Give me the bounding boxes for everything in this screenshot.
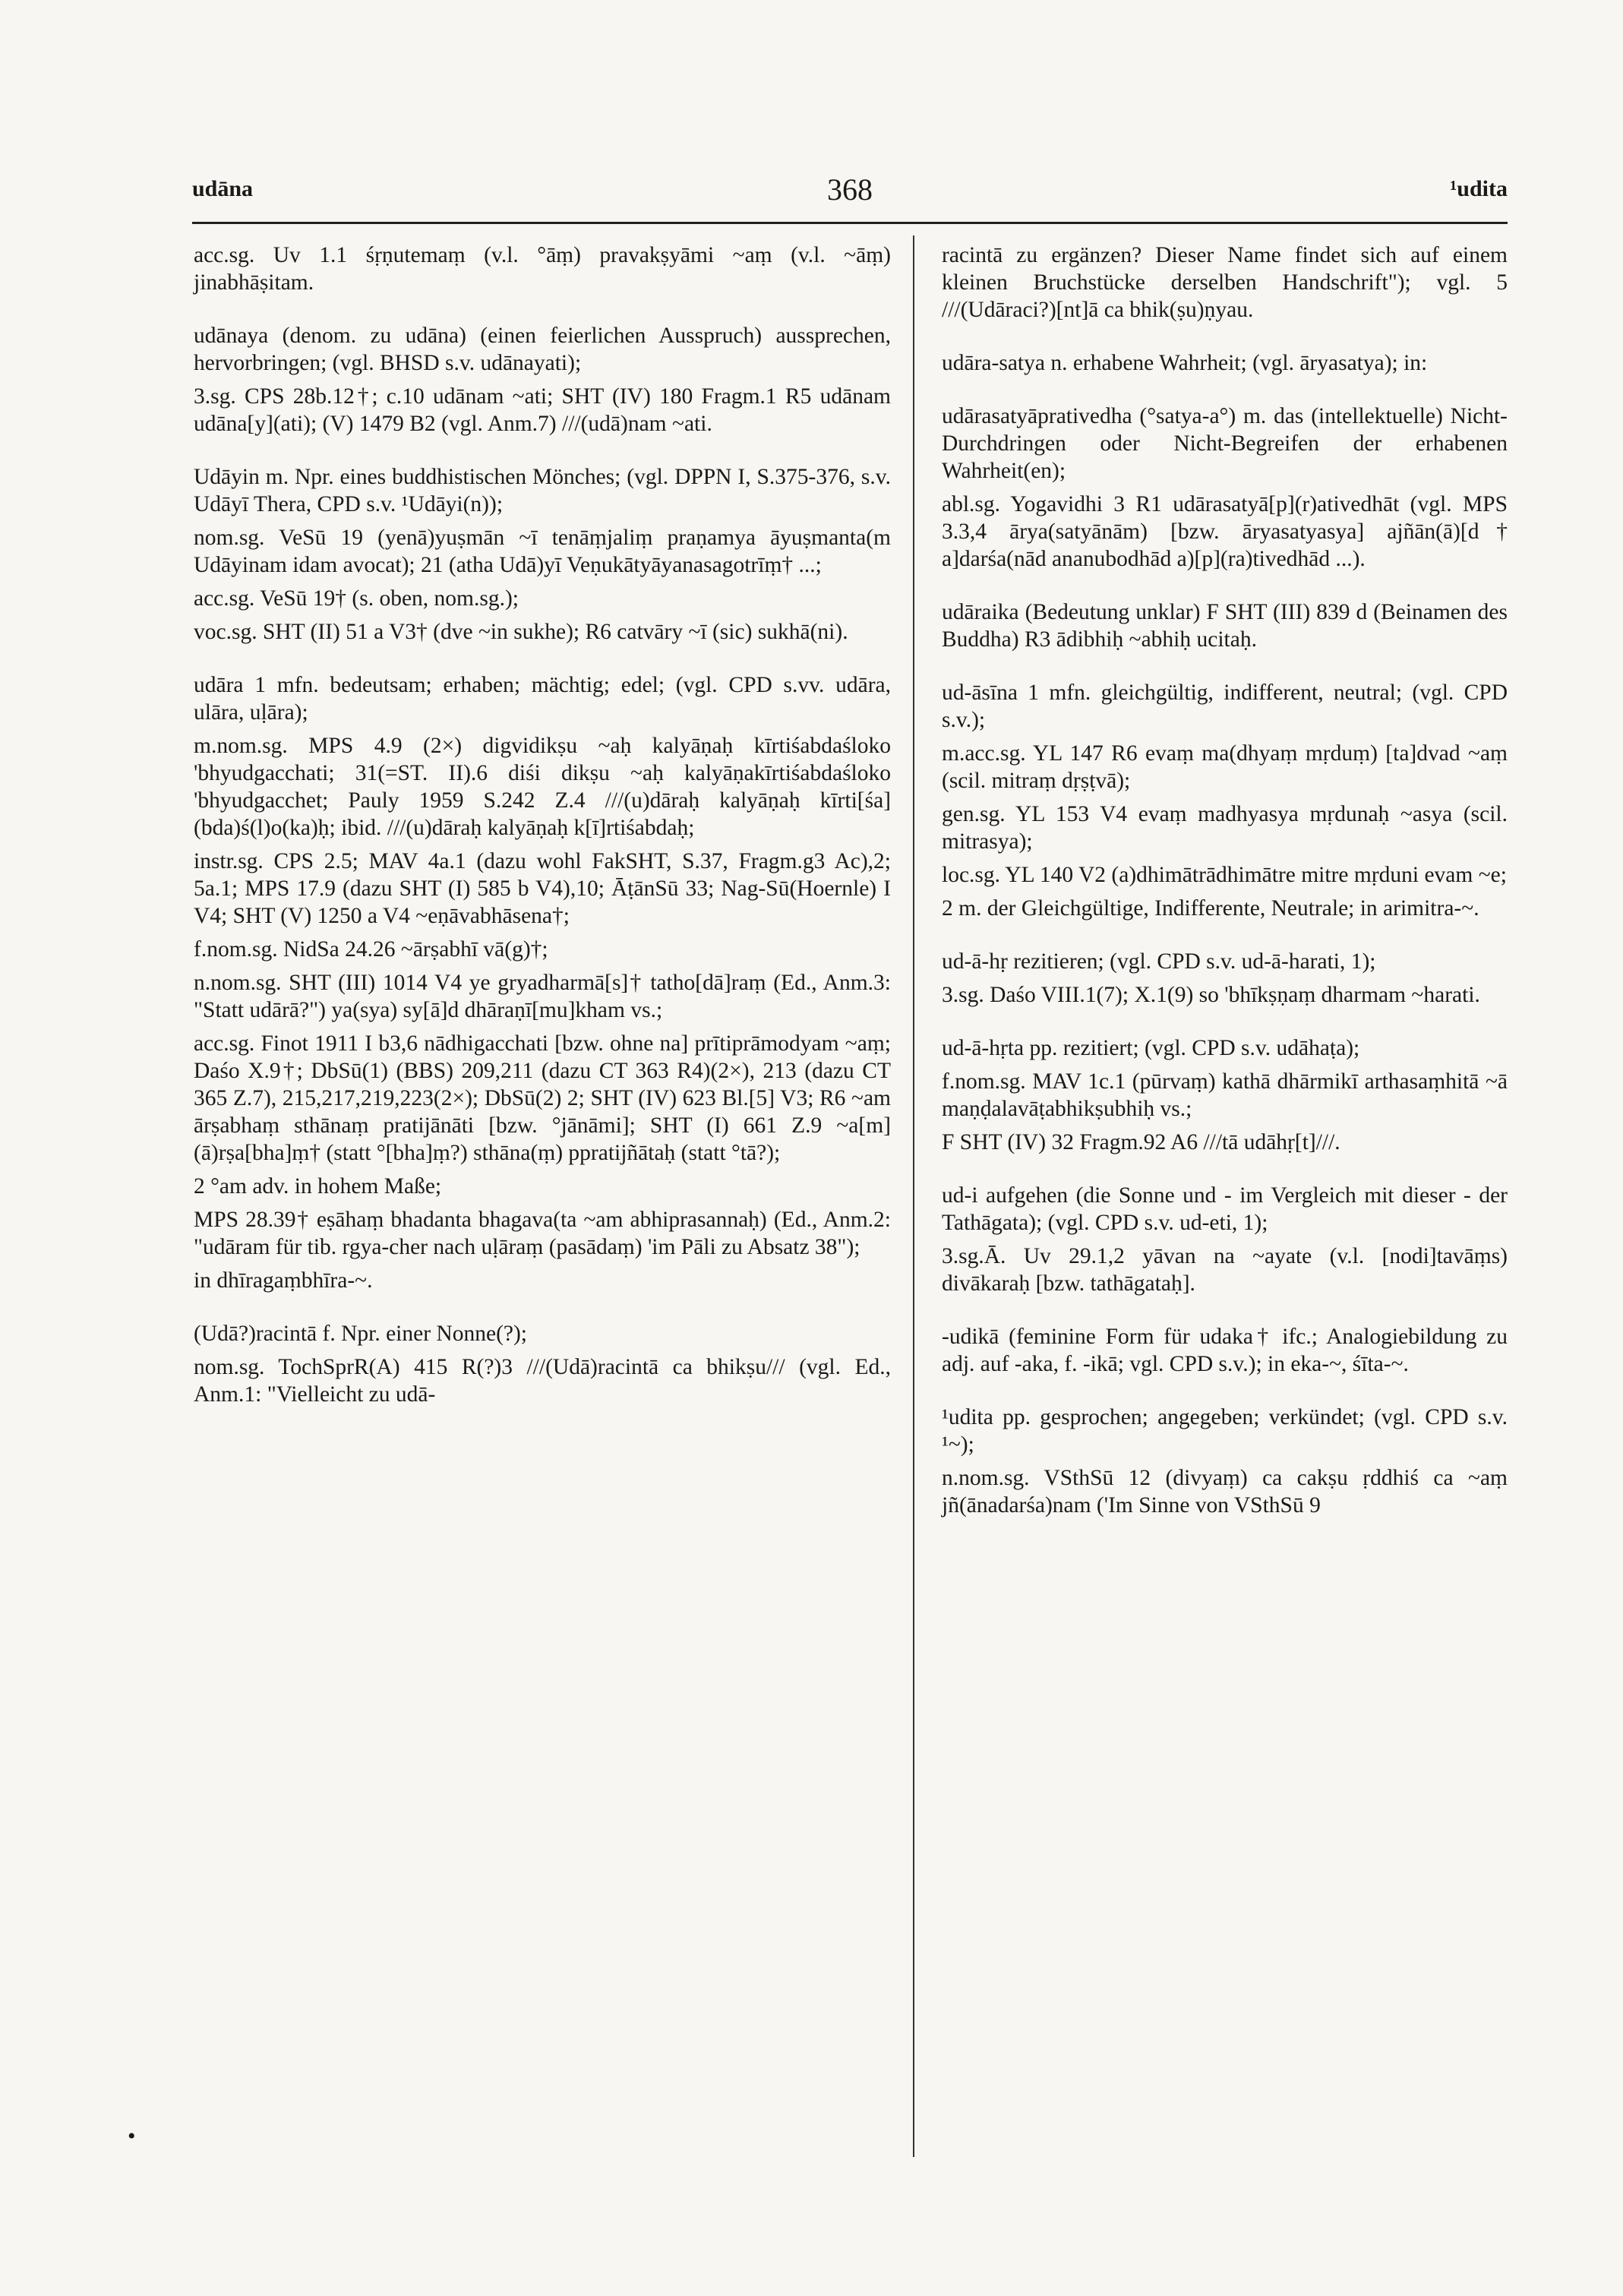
entry-line: acc.sg. Finot 1911 I b3,6 nādhigacchati [bzw. ohne na] prītiprāmodyam ~aṃ; Daśo X.9†; DbSū(1) (BBS) 209,211 (dazu CT 363 R4)(2×), 213 (dazu CT 365 Z.7), 215,217,219,223(2×); DbSū(2) 2; SHT (IV) 623 Bl.[5] V3; R6 ~am ārṣabhaṃ sthānaṃ pratijānāti [bzw. °jānāmi]; SHT (I) 661 Z.9 ~a[m] (ā)rṣa[bha]ṃ† (statt °[bha]ṃ?) sthāna(ṃ) ppratijñātaḥ (statt °tā?); — [194, 1031, 891, 1165]
entry-line: (Udā?)racintā f. Npr. einer Nonne(?); — [194, 1322, 527, 1346]
entry-line: loc.sg. YL 140 V2 (a)dhimātrādhimātre mitre mṛduni evam ~e; — [942, 863, 1507, 887]
entry-line: nom.sg. TochSprR(A) 415 R(?)3 ///(Udā)racintā ca bhikṣu/// (vgl. Ed., Anm.1: "Vielleicht zu udā- — [194, 1355, 891, 1407]
entry-line: m.acc.sg. YL 147 R6 evaṃ ma(dhyaṃ mṛduṃ) [ta]dvad ~aṃ (scil. mitraṃ dṛṣṭvā); — [942, 741, 1508, 793]
entry-line: n.nom.sg. VSthSū 12 (divyaṃ) ca cakṣu ṛddhiś ca ~aṃ jñ(ānadarśa)nam ('Im Sinne von VSthSū 9 — [942, 1466, 1508, 1518]
entry-line: 2 °am adv. in hohem Maße; — [194, 1174, 442, 1199]
entry-line: udāra-satya n. erhabene Wahrheit; (vgl. āryasatya); in: — [942, 351, 1428, 375]
header-rule — [192, 222, 1508, 224]
entry-line: ud-ā-hṛ rezitieren; (vgl. CPD s.v. ud-ā-harati, 1); — [942, 949, 1376, 974]
entry-line: acc.sg. VeSū 19† (s. oben, nom.sg.); — [194, 586, 519, 611]
entry-line: f.nom.sg. NidSa 24.26 ~ārṣabhī vā(g)†; — [194, 937, 548, 962]
margin-mark: • — [128, 2124, 136, 2149]
entry-line: udārasatyāprativedha (°satya-a°) m. das (intellektuelle) Nicht-Durchdringen oder Nicht-Begreifen der erhabenen Wahrheit(en); — [942, 404, 1508, 483]
entry-line: gen.sg. YL 153 V4 evaṃ madhyasya mṛdunaḥ ~asya (scil. mitrasya); — [942, 802, 1508, 854]
entry-line: ud-ā-hṛta pp. rezitiert; (vgl. CPD s.v. udāhaṭa); — [942, 1036, 1360, 1060]
entry-line: in dhīragaṃbhīra-~. — [194, 1268, 373, 1293]
entry-line: ud-i aufgehen (die Sonne und - im Vergleich mit dieser - der Tathāgata); (vgl. CPD s.v. ud-eti, 1); — [942, 1183, 1508, 1235]
entry-line: voc.sg. SHT (II) 51 a V3† (dve ~in sukhe); R6 catvāry ~ī (sic) sukhā(ni). — [194, 620, 848, 644]
header-right-word: ¹udita — [1450, 176, 1508, 201]
entry-line: ud-āsīna 1 mfn. gleichgültig, indifferent, neutral; (vgl. CPD s.v.); — [942, 681, 1508, 732]
entry-line: acc.sg. Uv 1.1 śṛṇutemaṃ (v.l. °āṃ) pravakṣyāmi ~aṃ (v.l. ~āṃ) jinabhāṣitam. — [194, 243, 891, 295]
entry-line: -udikā (feminine Form für udaka† ifc.; Analogiebildung zu adj. auf -aka, f. -ikā; vgl. CPD s.v.); in eka-~, śīta-~. — [942, 1325, 1508, 1376]
running-header — [192, 172, 1508, 222]
entry-line: n.nom.sg. SHT (III) 1014 V4 ye gryadharmā[s]† tatho[dā]raṃ (Ed., Anm.3: "Statt udārā?") ya(sya) sy[ā]d dhāraṇī[mu]kham vs.; — [194, 971, 891, 1022]
column-divider — [913, 235, 914, 2157]
entry-line: udāra 1 mfn. bedeutsam; erhaben; mächtig; edel; (vgl. CPD s.vv. udāra, ulāra, uḷāra); — [194, 673, 891, 725]
header-left-word: udāna — [192, 176, 254, 201]
entry-line: 3.sg. Daśo VIII.1(7); X.1(9) so 'bhīkṣṇaṃ dharmam ~harati. — [942, 983, 1480, 1007]
entry-line: f.nom.sg. MAV 1c.1 (pūrvaṃ) kathā dhārmikī arthasaṃhitā ~ā maṇḍalavāṭabhikṣubhiḥ vs.; — [942, 1069, 1508, 1121]
entry-line: racintā zu ergänzen? Dieser Name findet sich auf einem kleinen Bruchstücke derselben Handschrift"); vgl. 5 ///(Udāraci?)[nt]ā ca bhik(ṣu)ṇyau. — [942, 243, 1508, 322]
entry-line: F SHT (IV) 32 Fragm.92 A6 ///tā udāhṛ[t]///. — [942, 1130, 1340, 1154]
left-column — [194, 242, 891, 1408]
entry-line: m.nom.sg. MPS 4.9 (2×) digvidikṣu ~aḥ kalyāṇaḥ kīrtiśabdaśloko 'bhyudgacchati; 31(=ST. II).6 diśi dikṣu ~aḥ kalyāṇakīrtiśabdaśloko 'bhyudgacchet; Pauly 1959 S.242 Z.4 ///(u)dāraḥ kalyāṇaḥ kīrti[śa](bda)ś(l)o(ka)ḥ; ibid. ///(u)dāraḥ kalyāṇaḥ k[ī]rtiśabdaḥ; — [194, 734, 891, 840]
entry-line: 3.sg.Ā. Uv 29.1,2 yāvan na ~ayate (v.l. [nodi]tavāṃs) divākaraḥ [bzw. tathāgataḥ]. — [942, 1244, 1508, 1296]
entry-line: udāraika (Bedeutung unklar) F SHT (III) 839 d (Beinamen des Buddha) R3 ādibhiḥ ~abhiḥ ucitaḥ. — [942, 600, 1508, 652]
page-number: 368 — [827, 172, 873, 207]
entry-line: Udāyin m. Npr. eines buddhistischen Mönches; (vgl. DPPN I, S.375-376, s.v. Udāyī Thera, CPD s.v. ¹Udāyi(n)); — [194, 465, 891, 516]
entry-line: ¹udita pp. gesprochen; angegeben; verkündet; (vgl. CPD s.v. ¹~); — [942, 1405, 1508, 1457]
entry-line: instr.sg. CPS 2.5; MAV 4a.1 (dazu wohl FakSHT, S.37, Fragm.g3 Ac),2; 5a.1; MPS 17.9 (dazu SHT (I) 585 b V4),10; ĀṭānSū 33; Nag-Sū(Hoernle) I V4; SHT (V) 1250 a V4 ~eṇāvabhāsena†; — [194, 849, 891, 928]
entry-line: 3.sg. CPS 28b.12†; c.10 udānam ~ati; SHT (IV) 180 Fragm.1 R5 udānam udāna[y](ati); (V) 1479 B2 (vgl. Anm.7) ///(udā)nam ~ati. — [194, 384, 891, 436]
right-column — [942, 242, 1508, 1519]
entry-line: MPS 28.39† eṣāhaṃ bhadanta bhagava(ta ~am abhiprasannaḥ) (Ed., Anm.2: "udāram für tib. rgya-cher nach uḷāraṃ (pasādaṃ) 'im Pāli zu Absatz 38"); — [194, 1208, 891, 1259]
entry-line: 2 m. der Gleichgültige, Indifferente, Neutrale; in arimitra-~. — [942, 896, 1479, 921]
entry-line: abl.sg. Yogavidhi 3 R1 udārasatyā[p](r)ativedhāt (vgl. MPS 3.3,4 ārya(satyānām) [bzw. āryasatyasya] ajñān(ā)[d† a]darśa(nād ananubodhād a)[p](ra)tivedhād ...). — [942, 492, 1508, 571]
entry-line: udānaya (denom. zu udāna) (einen feierlichen Ausspruch) aussprechen, hervorbringen; (vgl. BHSD s.v. udānayati); — [194, 324, 891, 375]
entry-line: nom.sg. VeSū 19 (yenā)yuṣmān ~ī tenāṃjaliṃ praṇamya āyuṣmanta(m Udāyinam idam avocat); 21 (atha Udā)yī Veṇukātyāyanasagotrīṃ† ...; — [194, 526, 891, 577]
